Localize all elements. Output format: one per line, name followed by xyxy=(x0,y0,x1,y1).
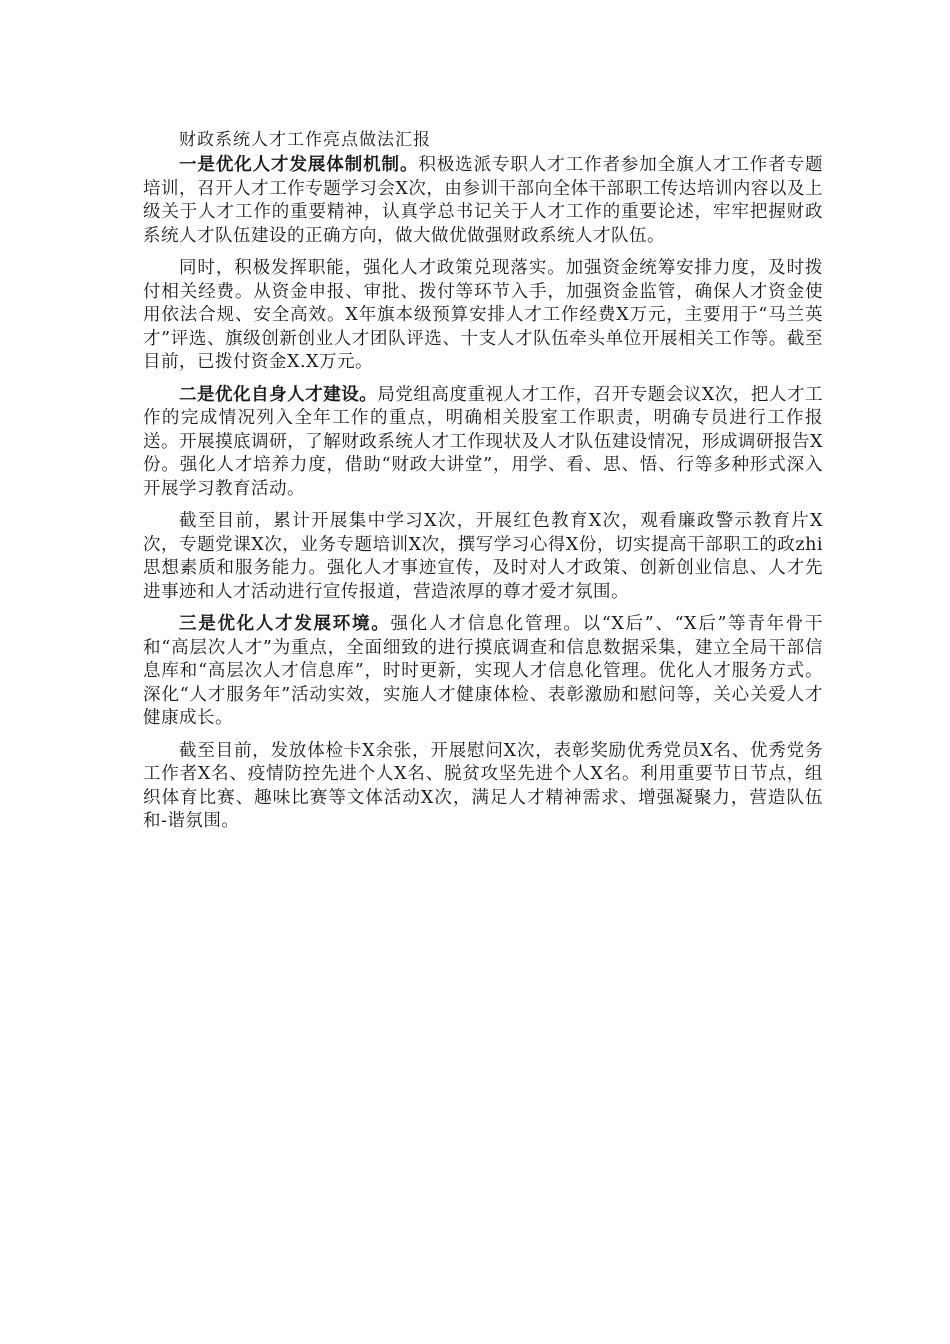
paragraph-4 xyxy=(143,510,823,604)
paragraph-text: 同时，积极发挥职能，强化人才政策兑现落实。加强资金统筹安排力度，及时拨付相关经费。从资金申报、审批、拨付等环节入手，加强资金监管，确保人才资金使用依法合规、安全高效。X年旗本级预算安排人才工作经费X万元，主要用于“马兰英才”评选、旗级创新创业人才团队评选、十支人才队伍牵头单位开展相关工作等。截至目前，已拨付资金X.X万元。 xyxy=(143,258,823,372)
paragraph-2 xyxy=(143,257,823,375)
paragraph-text: 强化人才信息化管理。以“X后”、“X后”等青年骨干和“高层次人才”为重点，全面细致的进行摸底调查和信息数据采集，建立全局干部信息库和“高层次人才信息库”，时时更新，实现人才信息化管理。优化人才服务方式。深化“人才服务年”活动实效，实施人才健康体检、表彰激励和慰问等，关心关爱人才健康成长。 xyxy=(143,614,824,728)
paragraph-text: 积极选派专职人才工作者参加全旗人才工作者专题培训，召开人才工作专题学习会X次，由参训干部向全体干部职工传达培训内容以及上级关于人才工作的重要精神，认真学总书记关于人才工作的重要论述，牢牢把握财政系统人才队伍建设的正确方向，做大做优做强财政系统人才队伍。 xyxy=(143,155,824,246)
paragraph-3 xyxy=(143,384,823,502)
paragraph-lead: 一是优化人才发展体制机制。 xyxy=(179,155,419,175)
document-title: 财政系统人才工作亮点做法汇报 xyxy=(179,130,431,150)
paragraph-text: 截至目前，累计开展集中学习X次，开展红色教育X次，观看廉政警示教育片X次，专题党课X次，业务专题培训X次，撰写学习心得X份，切实提高干部职工的政zhi思想素质和服务能力。强化人才事迹宣传，及时对人才政策、创新创业信息、人才先进事迹和人才活动进行宣传报道，营造浓厚的尊才爱才氛围。 xyxy=(143,511,823,602)
paragraph-6 xyxy=(143,740,823,834)
paragraph-5 xyxy=(143,613,823,731)
paragraph-lead: 三是优化人才发展环境。 xyxy=(179,614,391,634)
paragraph-lead: 二是优化自身人才建设。 xyxy=(179,384,378,405)
paragraph-text: 局党组高度重视人才工作，召开专题会议X次，把人才工作的完成情况列入全年工作的重点，明确相关股室工作职责，明确专员进行工作报送。开展摸底调研，了解财政系统人才工作现状及人才队伍建设情况，形成调研报告X份。强化人才培养力度，借助“财政大讲堂”，用学、看、思、悟、行等多种形式深入开展学习教育活动。 xyxy=(143,384,823,499)
paragraph-text: 截至目前，发放体检卡X余张，开展慰问X次，表彰奖励优秀党员X名、优秀党务工作者X名、疫情防控先进个人X名、脱贫攻坚先进个人X名。利用重要节日节点，组织体育比赛、趣味比赛等文体活动X次，满足人才精神需求、增强凝聚力，营造队伍和-谐氛围。 xyxy=(143,740,823,831)
document-page xyxy=(143,128,823,843)
paragraph-1 xyxy=(143,154,823,248)
